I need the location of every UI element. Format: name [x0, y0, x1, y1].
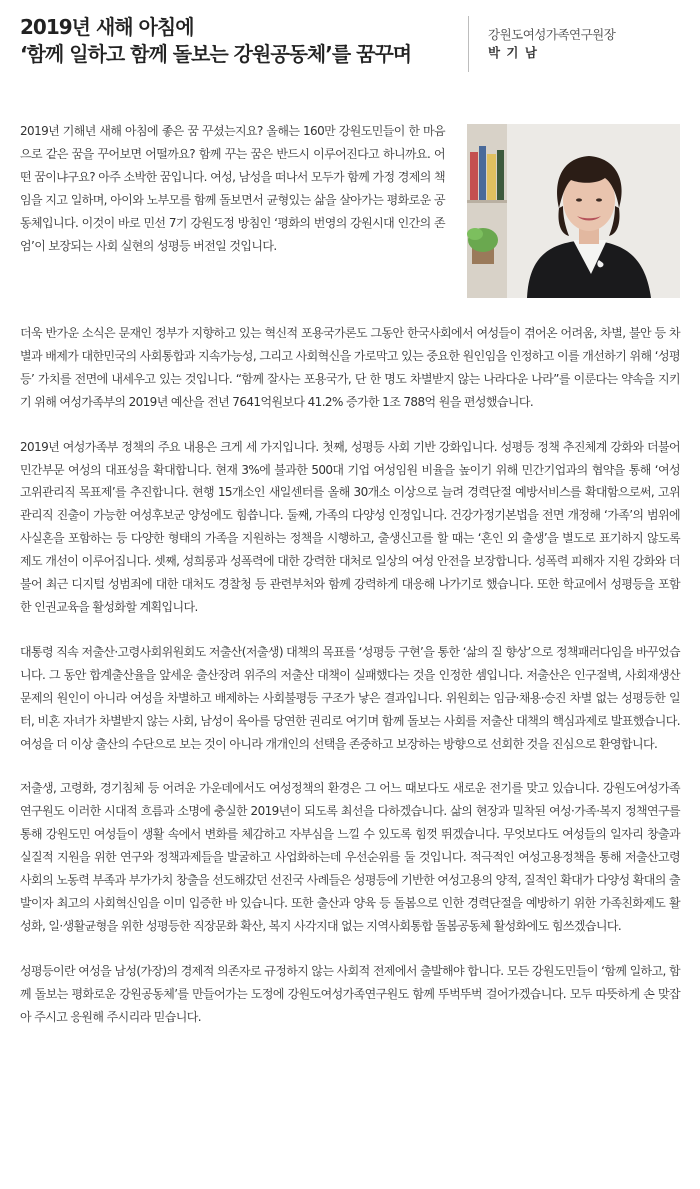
article-title	[20, 14, 460, 68]
paragraph: 더욱 반가운 소식은 문재인 정부가 지향하고 있는 혁신적 포용국가론도 그동안 한국사회에서 여성들이 겪어온 어려움, 차별, 불안 등 차별과 배제가 대한민국의 사회통합과 지속가능성, 그리고 사회혁신을 가로막고 있는 중요한 원인임을 인정하고 이를 개선하기 위해 ‘성평등’ 가치를 전면에 내세우고 있는 것입니다. “함께 잘사는 포용국가, 단 한 명도 차별받지 않는 나라다운 나라”를 이룬다는 약속을 지키기 위해 여성가족부의 2019년 예산을 전년 7641억원보다 41.2% 증가한 1조 788억 원을 편성했습니다.	[20, 326, 680, 409]
article-body	[20, 120, 680, 1050]
body-paragraphs	[20, 322, 680, 1028]
intro-section	[20, 120, 680, 298]
article-header	[20, 14, 680, 74]
article-title-line1: 2019년 새해 아침에	[20, 15, 194, 39]
intro-paragraph: 2019년 기해년 새해 아침에 좋은 꿈 꾸셨는지요? 올해는 160만 강원도민들이 한 마음으로 같은 꿈을 꾸어보면 어떨까요? 함께 꾸는 꿈은 반드시 이루어진다고 하니까요. 어떤 꿈이냐구요? 아주 소박한 꿈입니다. 여성, 남성을 떠나서 모두가 함께 가정 경제의 책임을 지고 일하며, 아이와 노부모를 함께 돌보면서 균형있는 삶을 살아가는 평화로운 공동체입니다. 이것이 바로 민선 7기 강원도정 방침인 ‘평화의 번영의 강원시대 인간의 존엄’이 보장되는 사회 실현의 성평등 버전일 것입니다.	[20, 124, 445, 253]
author-block	[488, 26, 688, 62]
header-divider	[468, 16, 469, 72]
author-portrait	[467, 124, 680, 298]
article-title-line2: ‘함께 일하고 함께 돌보는 강원공동체’를 꿈꾸며	[20, 42, 412, 66]
paragraph: 2019년 여성가족부 정책의 주요 내용은 크게 세 가지입니다. 첫째, 성평등 사회 기반 강화입니다. 성평등 정책 추진체계 강화와 더불어 민간부문 여성의 대표성을 확대합니다. 현재 3%에 불과한 500대 기업 여성임원 비율을 높이기 위해 민간기업과의 협약을 통해 ‘여성 고위관리직 목표제’를 추진합니다. 현행 15개소인 새일센터를 올해 30개소 이상으로 늘려 경력단절 예방서비스를 확대함으로써, 고위관리직 진출이 가능한 여성후보군 양성에도 힘씁니다. 둘째, 가족의 다양성 인정입니다. 건강가정기본법을 전면 개정해 ‘가족’의 범위에 사실혼을 포함하는 등 다양한 형태의 가족을 지원하는 정책을 시행하고, 출생신고를 할 때는 ‘혼인 외 출생’을 별도로 표기하지 않도록 제도 개선이 이루어집니다. 셋째, 성희롱과 성폭력에 대한 강력한 대처로 일상의 여성 안전을 보장합니다. 성폭력 피해자 지원 강화와 더불어 최근 디지털 성범죄에 대한 대처도 경찰청 등 관련부처와 함께 강력하게 대응해 나가기로 했습니다. 또한 학교에서 성평등을 포함한 인권교육을 활성화할 계획입니다.	[20, 439, 680, 614]
author-name: 박 기 남	[488, 45, 538, 60]
author-role: 강원도여성가족연구원장	[488, 27, 616, 42]
portrait-illustration	[467, 124, 680, 298]
paragraph: 저출생, 고령화, 경기침체 등 어려운 가운데에서도 여성정책의 환경은 그 어느 때보다도 새로운 전기를 맞고 있습니다. 강원도여성가족연구원도 이러한 시대적 흐름과 소명에 충실한 2019년이 되도록 최선을 다하겠습니다. 삶의 현장과 밀착된 여성·가족·복지 정책연구를 통해 강원도민 여성들이 생활 속에서 변화를 체감하고 자부심을 느낄 수 있도록 힘껏 뛰겠습니다. 무엇보다도 여성들의 일자리 창출과 실질적 지원을 위한 연구와 정책과제들을 발굴하고 사업화하는데 우선순위를 둘 것입니다. 적극적인 여성고용정책을 통해 저출산고령사회의 노동력 부족과 부가가치 창출을 선도해갔던 선진국 사례들은 성평등에 기반한 여성고용의 양적, 질적인 확대가 다양성 확대의 출발이자 최고의 사회혁신임을 이미 입증한 바 있습니다. 또한 출산과 양육 등 돌봄으로 인한 경력단절을 예방하기 위한 가족친화제도 활성화, 일·생활균형을 위한 성평등한 직장문화 확산, 복지 사각지대 없는 지역사회통합 돌봄공동체 활성화에도 힘쓰겠습니다.	[20, 781, 680, 933]
paragraph: 성평등이란 여성을 남성(가장)의 경제적 의존자로 규정하지 않는 사회적 전제에서 출발해야 합니다. 모든 강원도민들이 ‘함께 일하고, 함께 돌보는 평화로운 강원공동체’를 만들어가는 도정에 강원도여성가족연구원도 함께 뚜벅뚜벅 걸어가겠습니다. 모두 따뜻하게 손 맞잡아 주시고 응원해 주시리라 믿습니다.	[20, 963, 680, 1024]
paragraph: 대통령 직속 저출산·고령사회위원회도 저출산(저출생) 대책의 목표를 ‘성평등 구현’을 통한 ‘삶의 질 향상’으로 정책패러다임을 바꾸었습니다. 그 동안 합계출산율을 앞세운 출산장려 위주의 저출산 대책이 실패했다는 것을 인정한 셈입니다. 저출산은 인구절벽, 사회재생산 문제의 원인이 아니라 여성을 차별하고 배제하는 사회불평등 구조가 낳은 결과입니다. 위원회는 임금·채용·승진 차별 없는 성평등한 일터, 비혼 자녀가 차별받지 않는 사회, 남성이 육아를 당연한 권리로 여기며 함께 돌보는 사회를 저출산 대책의 핵심과제로 발표했습니다. 여성을 더 이상 출산의 수단으로 보는 것이 아니라 개개인의 선택을 존중하고 보장하는 방향으로 선회한 것을 진심으로 환영합니다.	[20, 644, 680, 751]
